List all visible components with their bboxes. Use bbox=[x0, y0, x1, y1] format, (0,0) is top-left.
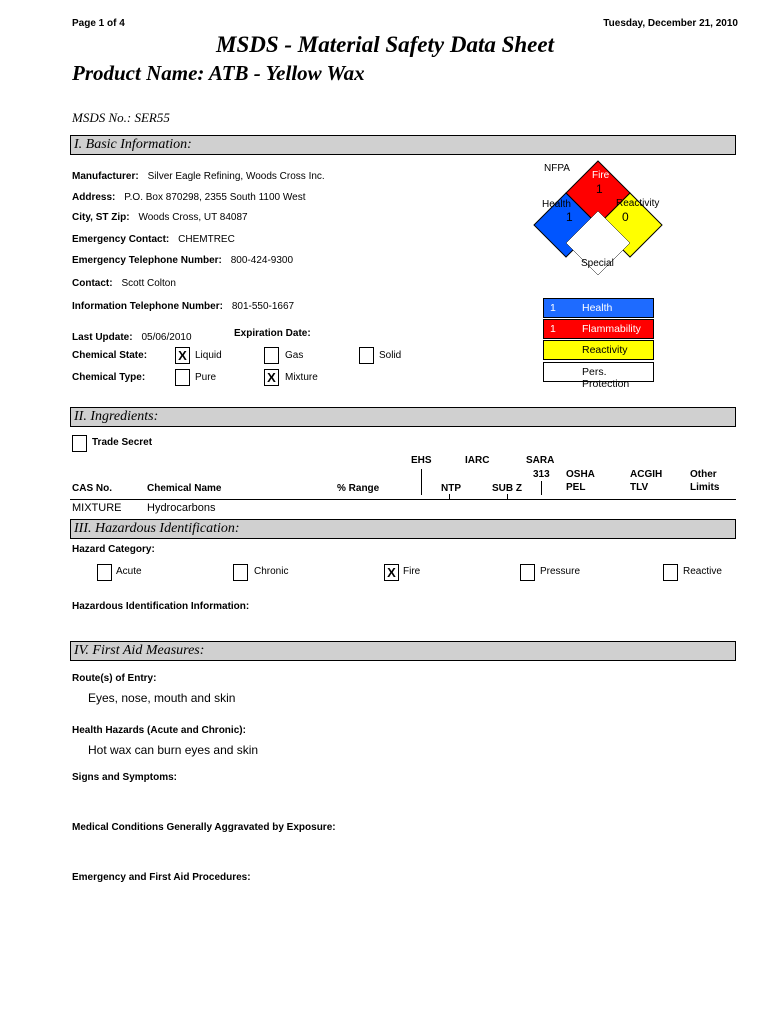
manufacturer-row: Manufacturer: Silver Eagle Refining, Woods Cross Inc. bbox=[72, 171, 325, 182]
col-ehs: EHS bbox=[411, 455, 432, 466]
hmis-bar-health: 1 Health bbox=[543, 298, 654, 318]
expiration-date-label: Expiration Date: bbox=[234, 328, 311, 339]
col-osha: OSHA bbox=[566, 469, 595, 480]
signs-symptoms-label: Signs and Symptoms: bbox=[72, 772, 178, 783]
col-limits: Limits bbox=[690, 482, 720, 493]
nfpa-fire-label: Fire bbox=[592, 170, 610, 181]
fire-label: Fire bbox=[403, 566, 421, 577]
nfpa-label: NFPA bbox=[544, 163, 570, 174]
ingredients-divider bbox=[70, 499, 736, 500]
section-hazardous-identification: III. Hazardous Identification: bbox=[70, 519, 736, 539]
mixture-label: Mixture bbox=[285, 372, 318, 383]
city-value: Woods Cross, UT 84087 bbox=[138, 212, 248, 223]
hazard-category-label: Hazard Category: bbox=[72, 544, 155, 555]
liquid-label: Liquid bbox=[195, 350, 222, 361]
chemical-type-label: Chemical Type: bbox=[72, 372, 146, 383]
col-acgih: ACGIH bbox=[630, 469, 663, 480]
page-number: Page 1 of 4 bbox=[72, 18, 125, 29]
solid-checkbox[interactable] bbox=[359, 347, 374, 364]
hmis-bar-protection: Pers. Protection bbox=[543, 362, 654, 382]
gas-label: Gas bbox=[285, 350, 304, 361]
col-pel: PEL bbox=[566, 482, 586, 493]
fire-checkbox[interactable]: X bbox=[384, 564, 399, 581]
pressure-checkbox[interactable] bbox=[520, 564, 535, 581]
col-iarc: IARC bbox=[465, 455, 490, 466]
pressure-label: Pressure bbox=[540, 566, 581, 577]
col-range: % Range bbox=[337, 483, 380, 494]
acute-checkbox[interactable] bbox=[97, 564, 112, 581]
col-cas: CAS No. bbox=[72, 483, 112, 494]
mixture-checkbox[interactable]: X bbox=[264, 369, 279, 386]
pure-label: Pure bbox=[195, 372, 217, 383]
column-divider bbox=[541, 481, 542, 495]
emergency-contact-row: Emergency Contact: CHEMTREC bbox=[72, 234, 235, 245]
reactive-label: Reactive bbox=[683, 566, 722, 577]
trade-secret-label: Trade Secret bbox=[92, 437, 153, 448]
nfpa-special-label: Special bbox=[581, 258, 614, 269]
col-sara: SARA bbox=[526, 455, 555, 466]
reactive-checkbox[interactable] bbox=[663, 564, 678, 581]
liquid-checkbox[interactable]: X bbox=[175, 347, 190, 364]
last-update-value: 05/06/2010 bbox=[141, 332, 192, 343]
col-subz: SUB Z bbox=[492, 483, 522, 494]
nfpa-reactivity-value: 0 bbox=[622, 210, 629, 224]
section-basic-information: I. Basic Information: bbox=[70, 135, 736, 155]
health-hazards-label: Health Hazards (Acute and Chronic): bbox=[72, 725, 246, 736]
emergency-phone-row: Emergency Telephone Number: 800-424-9300 bbox=[72, 255, 294, 266]
address-row: Address: P.O. Box 870298, 2355 South 1100 West bbox=[72, 192, 306, 203]
product-name: Product Name: ATB - Yellow Wax bbox=[72, 61, 365, 85]
ingredient-cas: MIXTURE bbox=[72, 502, 122, 514]
section-ingredients: II. Ingredients: bbox=[70, 407, 736, 427]
print-date: Tuesday, December 21, 2010 bbox=[603, 18, 738, 29]
contact-row: Contact: Scott Colton bbox=[72, 278, 176, 289]
nfpa-fire-value: 1 bbox=[596, 182, 603, 196]
nfpa-health-value: 1 bbox=[566, 210, 573, 224]
nfpa-health-label: Health bbox=[542, 199, 571, 210]
document-title: MSDS - Material Safety Data Sheet bbox=[216, 32, 554, 57]
chronic-label: Chronic bbox=[254, 566, 289, 577]
hmis-bar-reactivity: Reactivity bbox=[543, 340, 654, 360]
chronic-checkbox[interactable] bbox=[233, 564, 248, 581]
section-first-aid: IV. First Aid Measures: bbox=[70, 641, 736, 661]
info-phone-row: Information Telephone Number: 801-550-1667 bbox=[72, 301, 295, 312]
column-divider bbox=[421, 469, 422, 495]
manufacturer-value: Silver Eagle Refining, Woods Cross Inc. bbox=[147, 171, 325, 182]
hmis-bar-flammability: 1 Flammability bbox=[543, 319, 654, 339]
city-row: City, ST Zip: Woods Cross, UT 84087 bbox=[72, 212, 248, 223]
last-update-row: Last Update: 05/06/2010 bbox=[72, 332, 192, 343]
medical-conditions-label: Medical Conditions Generally Aggravated by Exposure: bbox=[72, 822, 336, 833]
msds-number: MSDS No.: SER55 bbox=[72, 110, 170, 125]
contact-value: Scott Colton bbox=[121, 278, 176, 289]
emergency-phone-value: 800-424-9300 bbox=[230, 255, 294, 266]
emergency-procedures-label: Emergency and First Aid Procedures: bbox=[72, 872, 251, 883]
pure-checkbox[interactable] bbox=[175, 369, 190, 386]
info-phone-value: 801-550-1667 bbox=[231, 301, 295, 312]
acute-label: Acute bbox=[116, 566, 142, 577]
address-value: P.O. Box 870298, 2355 South 1100 West bbox=[124, 192, 306, 203]
chemical-state-label: Chemical State: bbox=[72, 350, 148, 361]
col-313: 313 bbox=[533, 469, 550, 480]
routes-value: Eyes, nose, mouth and skin bbox=[88, 691, 236, 705]
col-chemical-name: Chemical Name bbox=[147, 483, 222, 494]
hazard-info-label: Hazardous Identification Information: bbox=[72, 601, 250, 612]
nfpa-diamond bbox=[530, 155, 670, 275]
col-tlv: TLV bbox=[630, 482, 649, 493]
gas-checkbox[interactable] bbox=[264, 347, 279, 364]
solid-label: Solid bbox=[379, 350, 402, 361]
emergency-contact-value: CHEMTREC bbox=[178, 234, 235, 245]
col-other: Other bbox=[690, 469, 717, 480]
nfpa-reactivity-label: Reactivity bbox=[616, 198, 660, 209]
health-hazards-value: Hot wax can burn eyes and skin bbox=[88, 743, 259, 757]
ingredient-name: Hydrocarbons bbox=[147, 502, 216, 514]
routes-label: Route(s) of Entry: bbox=[72, 673, 157, 684]
trade-secret-checkbox[interactable] bbox=[72, 435, 87, 452]
col-ntp: NTP bbox=[441, 483, 461, 494]
